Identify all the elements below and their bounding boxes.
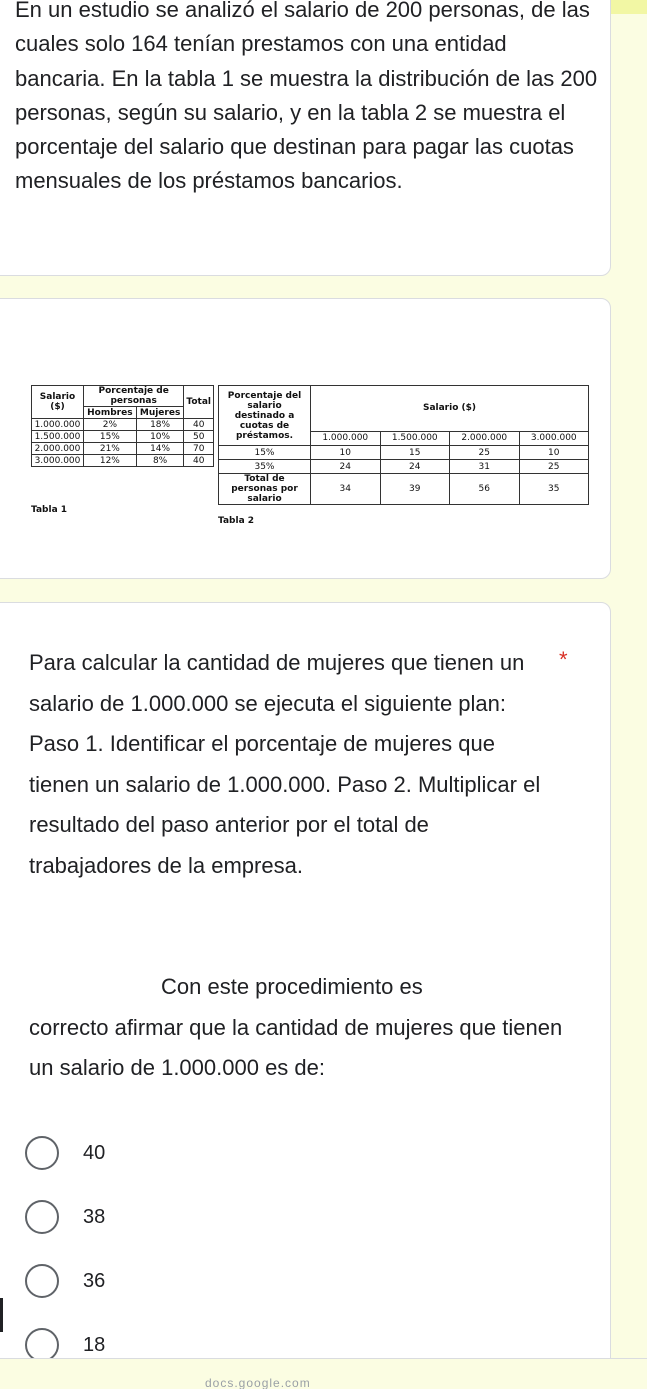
table2-cell: 15 bbox=[380, 446, 450, 460]
table2-cell: 25 bbox=[450, 446, 520, 460]
question-prompt-rest: correcto afirmar que la cantidad de mujeres que tienen un salario de 1.000.000 es de: bbox=[29, 1014, 563, 1080]
table1-cell: 21% bbox=[83, 443, 136, 455]
table1-cell: 8% bbox=[136, 455, 184, 467]
table-1 bbox=[31, 385, 214, 467]
table-row bbox=[219, 474, 589, 505]
option-label: 38 bbox=[83, 1205, 106, 1228]
table2-cell: 31 bbox=[450, 460, 520, 474]
table1-header-hombres: Hombres bbox=[83, 407, 136, 419]
table2-cell: Total de personas por salario bbox=[219, 474, 311, 505]
table1-cell: 1.500.000 bbox=[32, 431, 84, 443]
question-card bbox=[0, 602, 611, 1382]
table1-cell: 15% bbox=[83, 431, 136, 443]
table1-cell: 50 bbox=[184, 431, 214, 443]
question-prompt bbox=[29, 967, 569, 1089]
table2-cell: 24 bbox=[380, 460, 450, 474]
table2-header-porcentaje: Porcentaje del salario destinado a cuotas de préstamos. bbox=[219, 386, 311, 446]
radio-button[interactable] bbox=[25, 1136, 59, 1170]
table2-cell: 10 bbox=[519, 446, 589, 460]
table1-cell: 40 bbox=[184, 419, 214, 431]
table-row bbox=[32, 419, 214, 431]
table1-cell: 70 bbox=[184, 443, 214, 455]
question-text: Para calcular la cantidad de mujeres que tienen un salario de 1.000.000 se ejecuta el siguiente plan: Paso 1. Identificar el porcentaje de mujeres que tienen un salario de 1.000.000. Paso 2. Multiplicar el resultado del paso anterior por el total de trabajadores de la empresa. bbox=[29, 650, 541, 878]
table1-cell: 2% bbox=[83, 419, 136, 431]
table1-header-mujeres: Mujeres bbox=[136, 407, 184, 419]
text-cursor-marker bbox=[0, 1298, 3, 1332]
table1-cell: 1.000.000 bbox=[32, 419, 84, 431]
option-label: 40 bbox=[83, 1141, 106, 1164]
tables-image bbox=[31, 385, 591, 545]
table1-header-total: Total bbox=[184, 386, 214, 419]
bottom-bar bbox=[0, 1358, 647, 1389]
required-mark: * bbox=[559, 647, 568, 672]
table2-salario-col: 2.000.000 bbox=[450, 431, 520, 445]
table2-caption: Tabla 2 bbox=[218, 516, 255, 526]
table2-salario-col: 1.000.000 bbox=[311, 431, 381, 445]
table2-cell: 39 bbox=[380, 474, 450, 505]
table-row bbox=[32, 443, 214, 455]
footer-url[interactable]: docs.google.com bbox=[205, 1376, 311, 1389]
radio-button[interactable] bbox=[25, 1264, 59, 1298]
table2-cell: 35% bbox=[219, 460, 311, 474]
table2-cell: 56 bbox=[450, 474, 520, 505]
option-36[interactable] bbox=[25, 1261, 105, 1301]
table1-cell: 10% bbox=[136, 431, 184, 443]
table-2 bbox=[218, 385, 589, 505]
radio-button[interactable] bbox=[25, 1328, 59, 1362]
intro-text: En un estudio se analizó el salario de 200 personas, de las cuales solo 164 tenían prestamos con una entidad bancaria. En la tabla 1 se muestra la distribución de las 200 personas, según su salario, y en la tabla 2 se muestra el porcentaje del salario que destinan para pagar las cuotas mensuales de los préstamos bancarios. bbox=[15, 0, 598, 194]
table2-salario-col: 1.500.000 bbox=[380, 431, 450, 445]
intro-card bbox=[0, 0, 611, 276]
table1-cell: 14% bbox=[136, 443, 184, 455]
table2-cell: 34 bbox=[311, 474, 381, 505]
table1-caption: Tabla 1 bbox=[31, 505, 68, 515]
table1-cell: 2.000.000 bbox=[32, 443, 84, 455]
table2-salario-col: 3.000.000 bbox=[519, 431, 589, 445]
table-row bbox=[219, 460, 589, 474]
table2-cell: 10 bbox=[311, 446, 381, 460]
option-label: 36 bbox=[83, 1269, 106, 1292]
option-40[interactable] bbox=[25, 1133, 105, 1173]
table2-cell: 25 bbox=[519, 460, 589, 474]
table1-header-salario: Salario ($) bbox=[32, 386, 84, 419]
table2-cell: 35 bbox=[519, 474, 589, 505]
table2-cell: 24 bbox=[311, 460, 381, 474]
table-row bbox=[219, 446, 589, 460]
tables-card bbox=[0, 298, 611, 579]
table-row bbox=[32, 431, 214, 443]
table1-cell: 40 bbox=[184, 455, 214, 467]
table2-cell: 15% bbox=[219, 446, 311, 460]
radio-button[interactable] bbox=[25, 1200, 59, 1234]
table1-cell: 3.000.000 bbox=[32, 455, 84, 467]
option-label: 18 bbox=[83, 1333, 106, 1356]
table2-header-salario: Salario ($) bbox=[311, 386, 589, 432]
table-row bbox=[32, 455, 214, 467]
table1-header-porcentaje: Porcentaje de personas bbox=[83, 386, 183, 407]
table1-cell: 12% bbox=[83, 455, 136, 467]
question-prompt-line1: Con este procedimiento es bbox=[161, 974, 423, 999]
table1-cell: 18% bbox=[136, 419, 184, 431]
option-38[interactable] bbox=[25, 1197, 105, 1237]
